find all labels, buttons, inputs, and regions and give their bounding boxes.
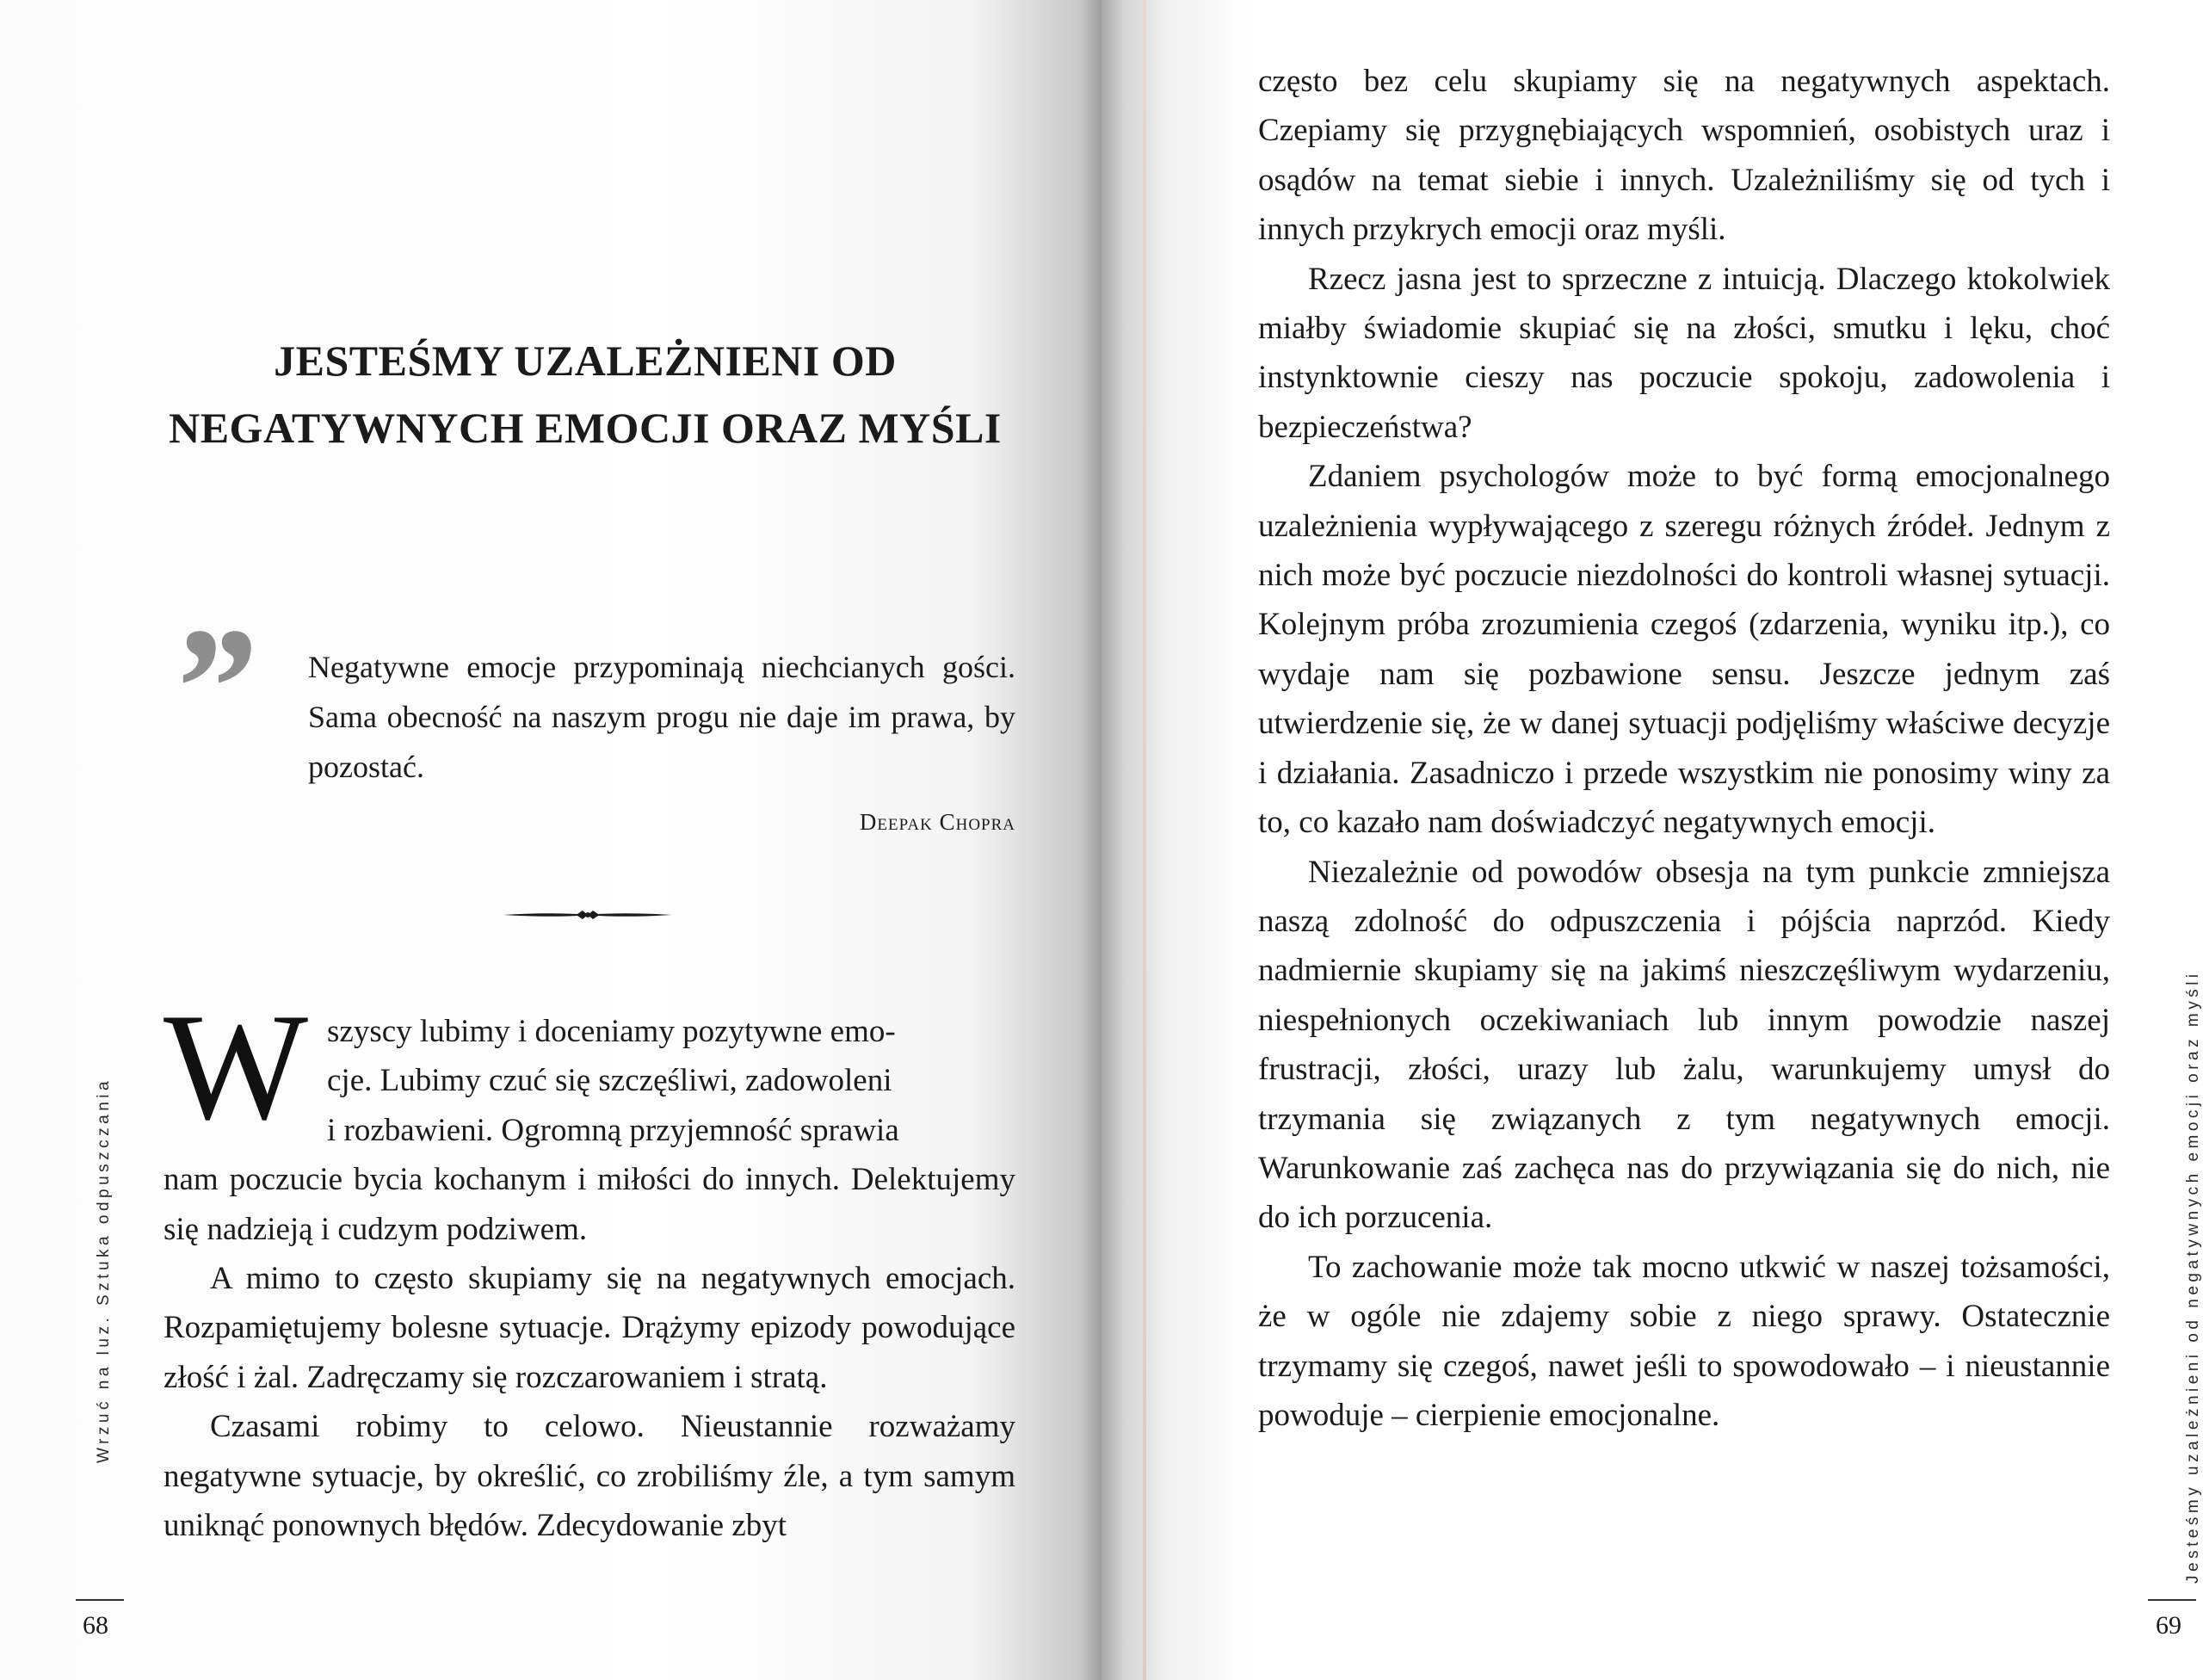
left-paragraph-3: Czasami robimy to celowo. Nieustannie rozważamy negatywne sytuacje, by określić, co zrobiliśmy źle, a tym samym uniknąć ponownych błędów. Zdecydowanie zbyt xyxy=(164,1409,1015,1544)
folio-rule-right xyxy=(2148,1599,2196,1601)
running-header-left-text: Wrzuć na luz. Sztuka odpuszczania xyxy=(95,1077,113,1463)
left-paragraph-2: A mimo to często skupiamy się na negatywnych emocjach. Rozpamiętujemy bolesne sytuacje. Drążymy epizody powodujące złość i żal. Zadręczamy się rozczarowaniem i stratą. xyxy=(164,1260,1015,1395)
page-number-left: 68 xyxy=(83,1611,108,1640)
right-page-text xyxy=(1258,57,2110,1440)
page-number-right: 69 xyxy=(2156,1611,2181,1640)
chapter-title-line-1: JESTEŚMY UZALEŻNIENI OD xyxy=(274,337,897,385)
drop-cap: W xyxy=(164,981,309,1152)
right-paragraph-2: Rzecz jasna jest to sprzeczne z intuicją. Dlaczego ktokolwiek miałby świadomie skupiać się na złości, smutku i lęku, choć instynktownie cieszy nas poczucie spokoju, zadowolenia i bezpieczeństwa? xyxy=(1258,261,2110,445)
intro-paragraph xyxy=(164,1007,1015,1550)
ornament-divider-icon xyxy=(502,907,674,923)
spine-edge xyxy=(1143,0,1146,1680)
chapter-title-line-2: NEGATYWNYCH EMOCJI ORAZ MYŚLI xyxy=(169,404,1002,452)
intro-line-2: cje. Lubimy czuć się szczęśliwi, zadowoleni xyxy=(327,1063,892,1099)
right-paragraph-1: często bez celu skupiamy się na negatywnych aspektach. Czepiamy się przygnębiających wspomnień, osobistych uraz i osądów na temat siebie i innych. Uzależniliśmy się od tych i innych przykrych emocji oraz myśli. xyxy=(1258,64,2110,248)
intro-line-3: i rozbawieni. Ogromną przyjemność sprawia xyxy=(327,1112,899,1148)
running-header-right-text: Jesteśmy uzależnieni od negatywnych emocji oraz myśli xyxy=(2184,970,2202,1584)
chapter-title xyxy=(146,327,1024,461)
right-paragraph-4: Niezależnie od powodów obsesja na tym punkcie zmniejsza naszą zdolność do odpuszczenia i pójścia naprzód. Kiedy nadmiernie skupiamy się na jakimś nieszczęśliwym wydarzeniu, niespełnionych oczekiwaniach lub innym powodzie naszej frustracji, złości, urazy lub żalu, warunkujemy umysł do trzymania się związanych z tym negatywnych emocji. Warunkowanie zaś zachęca nas do przywiązania się do nich, nie do ich porzucenia. xyxy=(1258,854,2110,1236)
intro-line-1: szyscy lubimy i doceniamy pozytywne emo- xyxy=(327,1014,896,1049)
intro-rest: nam poczucie bycia kochanym i miłości do innych. Delektujemy się nadzieją i cudzym podziwem. xyxy=(164,1162,1015,1247)
quote-mark-icon: ” xyxy=(168,593,254,783)
right-paragraph-5: To zachowanie może tak mocno utkwić w naszej tożsamości, że w ogóle nie zdajemy sobie z niego sprawy. Ostatecznie trzymamy się czegoś, nawet jeśli to spowodowało – i nieustannie powoduje – cierpienie emocjonalne. xyxy=(1258,1249,2110,1433)
epigraph-quote: Negatywne emocje przypominają niechcianych gości. Sama obecność na naszym progu nie daje im prawa, by pozostać. xyxy=(308,650,1015,784)
folio-rule-left xyxy=(76,1599,124,1601)
epigraph-author: Deepak Chopra xyxy=(859,809,1015,835)
right-paragraph-3: Zdaniem psychologów może to być formą emocjonalnego uzależnienia wypływającego z szeregu różnych źródeł. Jednym z nich może być poczucie niezdolności do kontroli własnej sytuacji. Kolejnym próba zrozumienia czegoś (zdarzenia, wyniku itp.), co wydaje nam się pozbawione sensu. Jeszcze jednym zaś utwierdzenie się, że w danej sytuacji podjęliśmy właściwe decyzje i działania. Zasadniczo i przede wszystkim nie ponosimy winy za to, co kazało nam doświadczyć negatywnych emocji. xyxy=(1258,459,2110,841)
